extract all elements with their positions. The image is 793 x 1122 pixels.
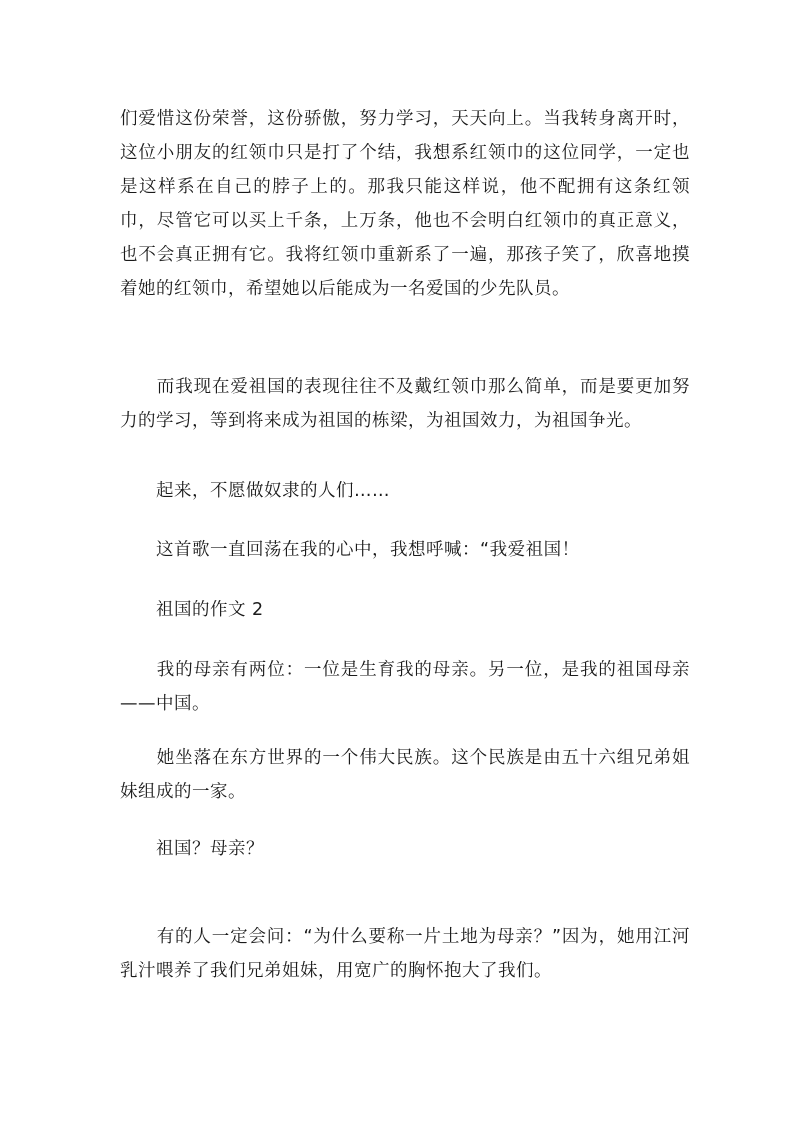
paragraph-song-echo: 这首歌一直回荡在我的心中，我想呼喊：“我爱祖国！ [120, 540, 580, 560]
paragraph-great-nation: 她坐落在东方世界的一个伟大民族。这个民族是由五十六组兄弟姐妹组成的一家。 [120, 748, 690, 802]
paragraph-why-mother: 有的人一定会问：“为什么要称一片土地为母亲？”因为，她用江河乳汁喂养了我们兄弟姐妹，用宽广的胸怀抱大了我们。 [120, 927, 690, 981]
essay-heading-2: 祖国的作文 2 [120, 600, 264, 620]
paragraph-two-mothers: 我的母亲有两位：一位是生育我的母亲。另一位，是我的祖国母亲——中国。 [120, 660, 690, 714]
paragraph-question: 祖国？母亲？ [120, 839, 264, 859]
paragraph-anthem-line: 起来，不愿做奴隶的人们…… [120, 481, 390, 501]
paragraph-love-country: 而我现在爱祖国的表现往往不及戴红领巾那么简单，而是要更加努力的学习，等到将来成为祖国的栋梁，为祖国效力，为祖国争光。 [120, 377, 690, 431]
paragraph-red-scarf: 们爱惜这份荣誉，这份骄傲，努力学习，天天向上。当我转身离开时，这位小朋友的红领巾只是打了个结，我想系红领巾的这位同学，一定也是这样系在自己的脖子上的。那我只能这样说，他不配拥有这条红领巾，尽管它可以买上千条，上万条，他也不会明白红领巾的真正意义，也不会真正拥有它。我将红领巾重新系了一遍，那孩子笑了，欣喜地摸着她的红领巾，希望她以后能成为一名爱国的少先队员。 [120, 109, 690, 299]
